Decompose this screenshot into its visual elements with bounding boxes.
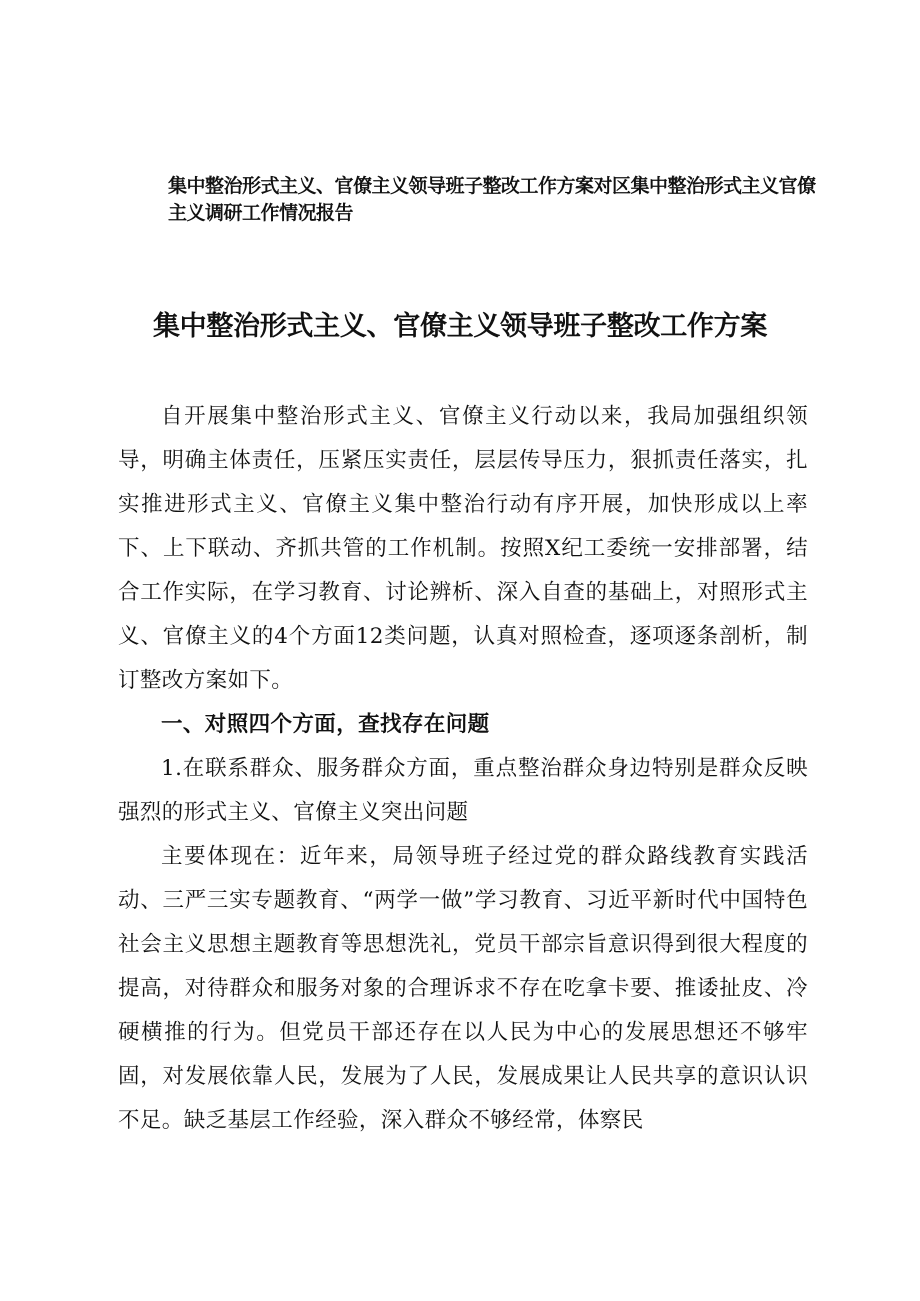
document-header-title: 集中整治形式主义、官僚主义领导班子整改工作方案对区集中整治形式主义官僚主义调研工作情况报告 xyxy=(168,175,816,224)
item-1-title: 1.在联系群众、服务群众方面，重点整治群众身边特别是群众反映强烈的形式主义、官僚主义突出问题 xyxy=(118,756,808,825)
section-heading-1: 一、对照四个方面，查找存在问题 xyxy=(161,712,490,737)
item-1-body: 主要体现在：近年来，局领导班子经过党的群众路线教育实践活动、三严三实专题教育、“两学一做”学习教育、习近平新时代中国特色社会主义思想主题教育等思想洗礼，党员干部宗旨意识得到很大程度的提高，对待群众和服务对象的合理诉求不存在吃拿卡要、推诿扯皮、冷硬横推的行为。但党员干部还存在以人民为中心的发展思想还不够牢固，对发展依靠人民，发展为了人民，发展成果让人民共享的意识认识不足。缺乏基层工作经验，深入群众不够经常，体察民 xyxy=(118,844,808,1133)
intro-paragraph: 自开展集中整治形式主义、官僚主义行动以来，我局加强组织领导，明确主体责任，压紧压实责任，层层传导压力，狠抓责任落实，扎实推进形式主义、官僚主义集中整治行动有序开展，加快形成以上率下、上下联动、齐抓共管的工作机制。按照X纪工委统一安排部署，结合工作实际，在学习教育、讨论辨析、深入自查的基础上，对照形式主义、官僚主义的4个方面12类问题，认真对照检查，逐项逐条剖析，制订整改方案如下。 xyxy=(118,404,808,693)
document-body xyxy=(118,395,808,1143)
page-title: 集中整治形式主义、官僚主义领导班子整改工作方案 xyxy=(152,311,768,342)
